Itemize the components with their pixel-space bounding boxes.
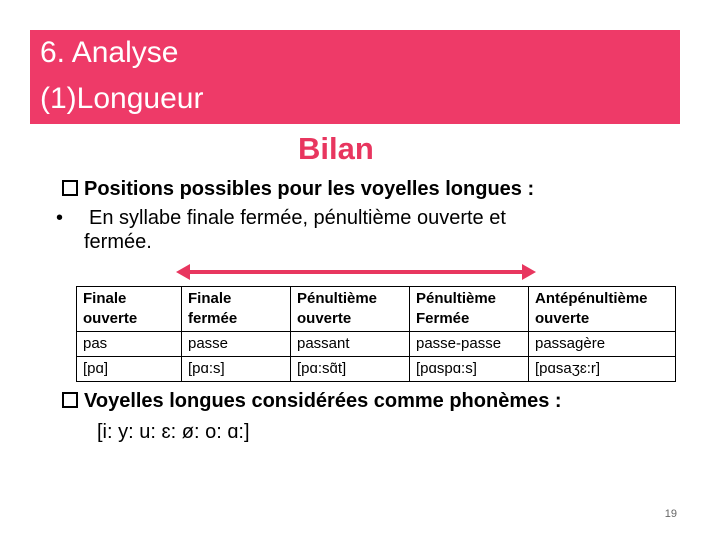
bullet-phonemes-label: Voyelles longues considérées comme phonèmes : — [84, 390, 562, 412]
table-header-cell — [410, 287, 529, 332]
table-cell: pas — [77, 332, 182, 357]
dot-bullet-icon: • — [56, 207, 64, 229]
bullet-positions-label: Positions possibles pour les voyelles longues : — [84, 178, 535, 200]
syllable-position-table — [76, 286, 676, 382]
table-header-cell — [529, 287, 676, 332]
bullet-phonemes — [62, 390, 562, 413]
table-cell: passant — [291, 332, 410, 357]
header-text: ouverte — [83, 310, 138, 327]
header-text: Antépénultième — [535, 290, 648, 307]
table-cell: passe-passe — [410, 332, 529, 357]
table-header-cell — [291, 287, 410, 332]
header-text: Pénultième — [416, 290, 497, 307]
table-header-row — [77, 287, 676, 332]
table-cell: [pɑsaʒɛ:r] — [529, 357, 676, 382]
table-cell: passagère — [529, 332, 676, 357]
header-text: fermée — [188, 310, 238, 327]
title-banner — [30, 30, 680, 124]
table-cell: [pɑ:sɑ̃t] — [291, 357, 410, 382]
checkbox-bullet-icon — [62, 392, 78, 408]
bullet-positions — [62, 178, 534, 201]
table-row — [77, 332, 676, 357]
header-text: Finale — [188, 290, 232, 307]
sub-item-line1: En syllabe finale fermée, pénultième ouverte et — [89, 207, 506, 229]
table-cell: passe — [182, 332, 291, 357]
table-cell: [pɑspɑ:s] — [410, 357, 529, 382]
table-cell: [pɑ] — [77, 357, 182, 382]
table-row — [77, 357, 676, 382]
page-number: 19 — [664, 508, 677, 520]
slide-subtitle: Bilan — [298, 131, 374, 166]
table-header-cell — [182, 287, 291, 332]
sub-item-line2: fermée. — [84, 231, 152, 253]
double-arrow-icon — [176, 262, 536, 282]
header-text: Finale — [83, 290, 127, 307]
checkbox-bullet-icon — [62, 180, 78, 196]
header-text: ouverte — [535, 310, 590, 327]
header-text: Pénultième — [297, 290, 378, 307]
table-header-cell — [77, 287, 182, 332]
slide-title-line1: 6. Analyse — [40, 36, 179, 69]
table-cell: [pɑ:s] — [182, 357, 291, 382]
slide-title-line2: (1)Longueur — [40, 82, 204, 115]
phoneme-list: [i: y: u: ɛ: ø: o: ɑ:] — [97, 421, 250, 443]
header-text: Fermée — [416, 310, 470, 327]
header-text: ouverte — [297, 310, 352, 327]
